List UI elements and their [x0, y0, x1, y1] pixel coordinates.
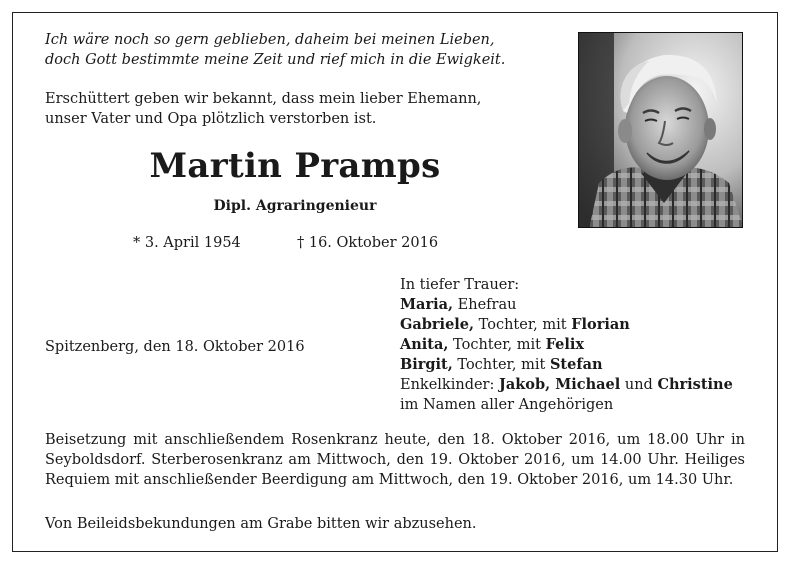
poem [45, 30, 505, 70]
mourner-partner: Felix [545, 336, 584, 353]
announcement-line-2: unser Vater und Opa plötzlich verstorben ist. [45, 111, 377, 127]
mourners-list [400, 275, 733, 415]
mourner-name: Gabriele, [400, 316, 475, 333]
mourner-partner: Florian [571, 316, 630, 333]
deceased-title: Dipl. Agraringenieur [213, 198, 377, 214]
deceased-name: Martin Pramps [149, 146, 441, 186]
mourner-birgit [400, 355, 733, 375]
mourner-role: Tochter, mit [474, 317, 572, 333]
mourner-maria [400, 295, 733, 315]
grandchildren-last: Christine [657, 376, 733, 393]
place-and-date: Spitzenberg, den 18. Oktober 2016 [45, 339, 305, 355]
funeral-details: Beisetzung mit anschließendem Rosenkranz heute, den 18. Oktober 2016, um 18.00 Uhr in Seyboldsdorf. Sterberosenkranz am Mittwoch, den 19. Oktober 2016, um 14.00 Uhr. Heiliges Requiem mit anschließender Beerdigung am Mittwoch, den 19. Oktober 2016, um 14.30 Uhr. [45, 432, 745, 488]
death-date: † 16. Oktober 2016 [297, 235, 439, 251]
mourner-role: Ehefrau [453, 297, 517, 313]
mourner-partner: Stefan [549, 356, 603, 373]
birth-date: * 3. April 1954 [133, 235, 241, 251]
mourner-relatives: im Namen aller Angehörigen [400, 397, 614, 413]
poem-line-1: Ich wäre noch so gern geblieben, daheim bei meinen Lieben, [45, 32, 495, 48]
portrait-photo [578, 32, 743, 228]
mourner-role: Tochter, mit [452, 357, 550, 373]
grandchildren-names: Jakob, Michael [498, 376, 621, 393]
announcement-text [45, 89, 481, 129]
mourner-anita [400, 335, 733, 355]
mourner-grandchildren [400, 375, 733, 395]
mourner-gabriele [400, 315, 733, 335]
mourner-name: Birgit, [400, 356, 453, 373]
announcement-line-1: Erschüttert geben wir bekannt, dass mein lieber Ehemann, [45, 91, 482, 107]
mourner-role: Tochter, mit [448, 337, 546, 353]
mourner-name: Maria, [400, 296, 454, 313]
mourner-name: Anita, [400, 336, 449, 353]
grandchildren-label: Enkelkinder: [400, 377, 499, 393]
mourners-heading: In tiefer Trauer: [400, 277, 520, 293]
closing-note: Von Beileidsbekundungen am Grabe bitten wir abzusehen. [45, 516, 477, 532]
poem-line-2: doch Gott bestimmte meine Zeit und rief mich in die Ewigkeit. [45, 52, 506, 68]
grandchildren-and: und [620, 377, 658, 393]
